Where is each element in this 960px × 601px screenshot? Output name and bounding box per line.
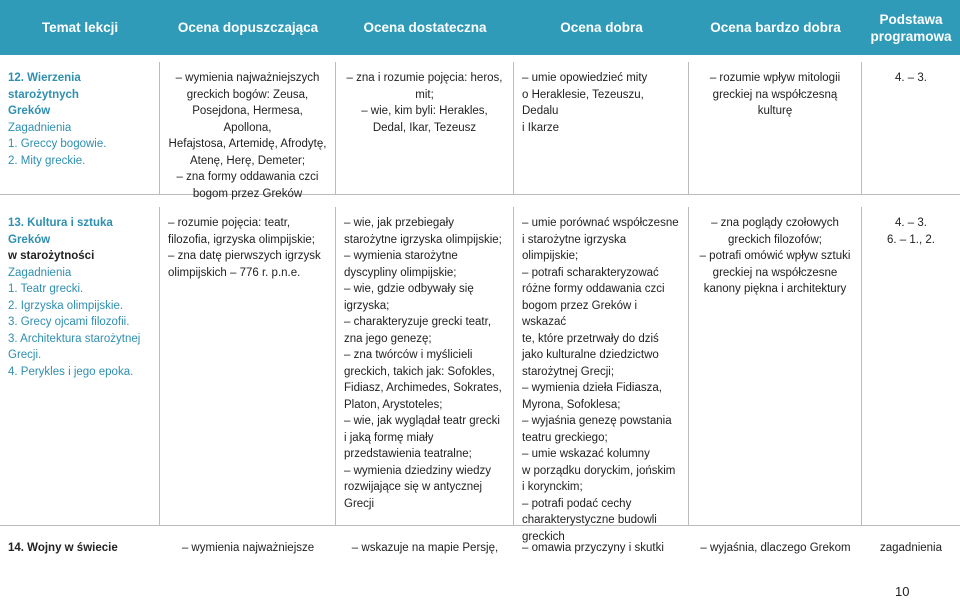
cell-line: – umie porównać współczesne — [522, 217, 679, 229]
cell-line: Hefajstosa, Artemidę, Afrodytę, — [168, 138, 327, 150]
curriculum-cell — [862, 62, 960, 194]
cell-line: greckich — [522, 530, 565, 543]
cell-line: greckiej na współczesną — [712, 88, 838, 101]
cell-line: starożytnej Grecji; — [522, 365, 615, 378]
cell-line: i korynckim; — [522, 481, 583, 493]
topic-title: 13. Kultura i sztuka Greków — [8, 217, 113, 246]
cell-line: – zna i rozumie pojęcia: heros, — [346, 72, 503, 84]
cell-line: – wymienia najważniejszych — [175, 72, 320, 84]
cell-line: 4. – 3. — [895, 217, 927, 229]
cell-line: 6. – 1., 2. — [887, 233, 935, 246]
cell-line: i starożytne igrzyska — [522, 233, 627, 246]
table-row — [0, 62, 960, 200]
grade-3-cell — [336, 62, 514, 194]
cell-line: Dedal, Ikar, Tezeusz — [372, 121, 477, 134]
header-grade-5: Ocena bardzo dobra — [710, 20, 841, 35]
cell-line: i Ikarze — [522, 121, 560, 134]
grade-3-cell: – wskazuje na mapie Persję, — [351, 542, 499, 554]
cell-line: – zna datę pierwszych igrzysk — [168, 250, 321, 262]
header-grade-4: Ocena dobra — [560, 20, 643, 35]
cell-line: – wymienia dziedziny wiedzy — [344, 464, 492, 477]
header-grade-3: Ocena dostateczna — [363, 20, 487, 35]
grade-2-cell: – wymienia najważniejsze — [181, 542, 315, 554]
grade-2-cell — [160, 207, 336, 525]
topic-item: 2. Igrzyska olimpijskie. — [8, 299, 124, 312]
topic-item: 2. Mity greckie. — [8, 154, 86, 167]
table-header — [0, 0, 960, 55]
cell-line: – umie wskazać kolumny — [522, 448, 650, 460]
cell-line: bogom przez Greków i wskazać — [522, 299, 638, 328]
cell-line: – wie, jak wyglądał teatr grecki — [344, 415, 500, 427]
cell-line: i jaką formę miały — [344, 431, 434, 444]
cell-line: o Heraklesie, Tezeuszu, Dedalu — [522, 88, 644, 117]
zagadnienia-label: Zagadnienia — [8, 266, 72, 279]
cell-line: – rozumie pojęcia: teatr, — [168, 217, 291, 229]
topic-title: 12. Wierzenia starożytnych — [8, 72, 81, 101]
grade-5-cell — [689, 62, 862, 194]
cell-line: – wie, jak przebiegały — [344, 217, 454, 229]
cell-line: w porządku doryckim, jońskim — [522, 464, 676, 477]
cell-line: – rozumie wpływ mitologii — [709, 72, 841, 84]
cell-line: – charakteryzuje grecki teatr, — [344, 316, 492, 328]
cell-line: Myrona, Sofoklesa; — [522, 398, 621, 411]
cell-line: olimpijskie; — [522, 250, 579, 262]
grade-4-cell — [514, 207, 689, 543]
cell-line: starożytne igrzyska olimpijskie; — [344, 233, 502, 246]
header-curriculum — [862, 0, 960, 55]
table-row — [0, 533, 960, 561]
topic-item: 1. Greccy bogowie. — [8, 138, 107, 150]
header-grade-2: Ocena dopuszczająca — [177, 20, 319, 35]
cell-line: – zna formy oddawania czci — [176, 171, 319, 183]
cell-line: rozwijające się w antycznej — [344, 481, 483, 493]
cell-line: mit; — [415, 88, 434, 101]
topic-title: 14. Wojny w świecie — [8, 542, 118, 554]
cell-line: – wymienia starożytne — [344, 250, 458, 262]
curriculum-cell — [862, 207, 960, 525]
grade-4-cell: – omawia przyczyny i skutki — [522, 542, 664, 554]
grade-5-cell: – wyjaśnia, dlaczego Grekom — [700, 542, 851, 554]
cell-line: dyscypliny olimpijskie; — [344, 266, 457, 279]
table-row — [0, 207, 960, 543]
cell-line: te, które przetrwały do dziś — [522, 332, 659, 345]
cell-line: teatru greckiego; — [522, 431, 608, 444]
header-topic: Temat lekcji — [41, 20, 119, 35]
cell-line: – potrafi podać cechy — [522, 497, 632, 510]
cell-line: greckich, takich jak: Sofokles, — [344, 365, 495, 378]
cell-line: Fidiasz, Archimedes, Sokrates, — [344, 382, 502, 394]
cell-line: igrzyska; — [344, 299, 390, 312]
topic-item: 4. Perykles i jego epoka. — [8, 365, 134, 378]
cell-line: kulturę — [757, 105, 793, 117]
topic-item: Grecji. — [8, 349, 42, 361]
cell-line: zna jego genezę; — [344, 332, 432, 345]
cell-line: greckich bogów: Zeusa, — [186, 88, 309, 101]
cell-line: olimpijskich – 776 r. p.n.e. — [168, 266, 301, 279]
cell-line: jako kulturalne dziedzictwo — [522, 349, 659, 361]
topic-item: 3. Grecy ojcami filozofii. — [8, 316, 130, 328]
cell-line: – umie opowiedzieć mity — [522, 72, 648, 84]
cell-line: Grecji — [344, 497, 375, 510]
cell-line: – potrafi scharakteryzować — [522, 266, 659, 279]
cell-line: Posejdona, Hermesa, Apollona, — [192, 105, 303, 134]
cell-line: – wymienia dzieła Fidiasza, — [522, 382, 662, 394]
topic-title: Greków — [8, 105, 51, 117]
grade-5-cell — [689, 207, 862, 525]
topic-cell — [0, 62, 160, 194]
cell-line: greckich filozofów; — [728, 233, 822, 246]
cell-line: 4. – 3. — [895, 72, 927, 84]
zagadnienia-label: Zagadnienia — [8, 121, 72, 134]
cell-line: – zna poglądy czołowych — [711, 217, 839, 229]
topic-title: w starożytności — [8, 250, 95, 262]
cell-line: filozofia, igrzyska olimpijskie; — [168, 233, 315, 246]
curriculum-cell: zagadnienia — [879, 542, 943, 554]
cell-line: kanony piękna i architektury — [703, 283, 847, 295]
cell-line: Platon, Arystoteles; — [344, 398, 443, 411]
cell-line: – potrafi omówić wpływ sztuki — [699, 250, 851, 262]
topic-item: 1. Teatr grecki. — [8, 283, 84, 295]
cell-line: – zna twórców i myślicieli — [344, 349, 473, 361]
grade-2-cell — [160, 62, 336, 200]
grade-3-cell — [336, 207, 514, 525]
cell-line: – wie, gdzie odbywały się — [344, 283, 474, 295]
grade-4-cell — [514, 62, 689, 194]
cell-line: bogom przez Greków — [192, 187, 303, 200]
cell-line: – wie, kim byli: Herakles, — [361, 105, 488, 117]
cell-line: greckiej na współczesne — [712, 266, 838, 279]
cell-line: – wyjaśnia genezę powstania — [522, 415, 672, 427]
page-number: 10 — [895, 584, 910, 599]
topic-cell — [0, 207, 160, 525]
header-curriculum-line: programowa — [870, 28, 952, 44]
cell-line: przedstawienia teatralne; — [344, 448, 472, 460]
cell-line: różne formy oddawania czci — [522, 283, 665, 295]
header-curriculum-line: Podstawa — [879, 11, 943, 27]
topic-item: 3. Architektura starożytnej — [8, 332, 141, 345]
cell-line: charakterystyczne budowli — [522, 514, 657, 526]
cell-line: Atenę, Herę, Demeter; — [189, 154, 306, 167]
